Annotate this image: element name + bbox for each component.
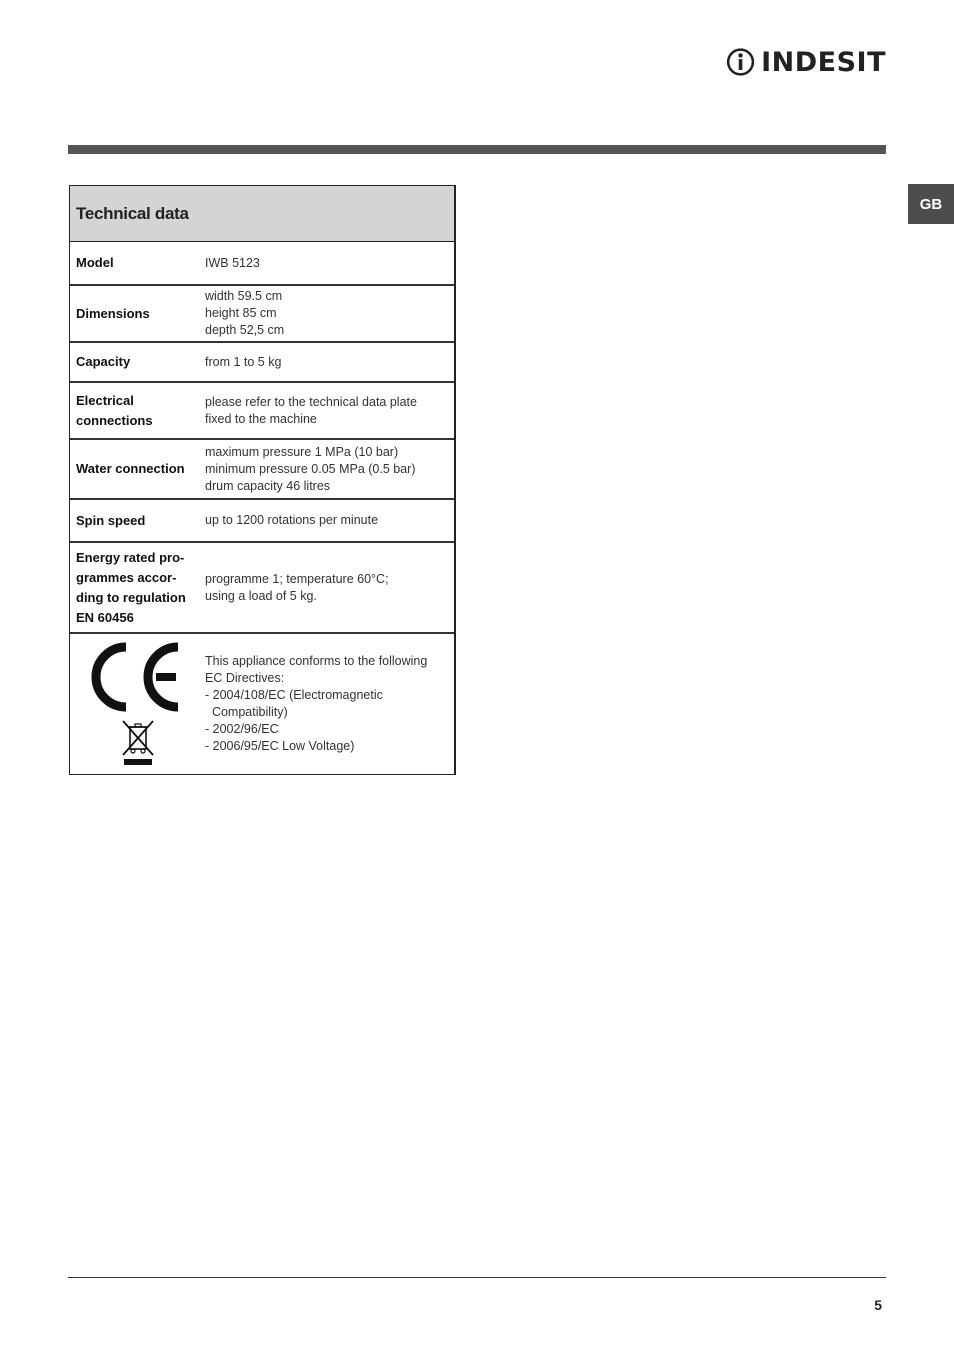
technical-data-table <box>69 185 456 775</box>
indesit-logo-mark-icon <box>726 42 755 82</box>
brand-wordmark: INDESIT <box>761 46 886 78</box>
row-label: Water connection <box>76 461 185 476</box>
table-row-dimensions <box>70 286 454 343</box>
table-row-capacity <box>70 343 454 383</box>
language-tab: GB <box>908 184 954 224</box>
label-line: ding to regulation <box>76 589 186 605</box>
row-value <box>205 634 454 774</box>
header-rule <box>68 145 886 154</box>
value-line: programme 1; temperature 60°C; <box>205 571 389 586</box>
label-line: Energy rated pro- <box>76 549 185 565</box>
value-line: up to 1200 rotations per minute <box>205 513 379 527</box>
weee-crossed-bin-icon <box>121 719 155 767</box>
table-title: Technical data <box>76 203 189 223</box>
row-value <box>205 343 454 381</box>
value-line: EC Directives: <box>205 671 285 685</box>
ce-mark-icon <box>90 641 186 713</box>
table-row-model <box>70 242 454 286</box>
row-value <box>205 242 454 284</box>
footer-rule <box>68 1277 886 1278</box>
table-row-ce <box>70 634 454 774</box>
table-row-electrical <box>70 383 454 440</box>
label-line: connections <box>76 412 153 428</box>
label-line: grammes accor- <box>76 569 177 585</box>
value-line: drum capacity 46 litres <box>205 478 331 493</box>
value-line: fixed to the machine <box>205 411 317 426</box>
value-line: depth 52,5 cm <box>205 323 285 337</box>
row-label <box>70 383 205 438</box>
table-row-water <box>70 440 454 500</box>
row-value <box>205 286 454 341</box>
table-row-spin <box>70 500 454 543</box>
page-number: 5 <box>874 1297 882 1313</box>
label-line: Electrical <box>76 392 134 408</box>
value-line: IWB 5123 <box>205 255 260 270</box>
row-value <box>205 543 454 632</box>
row-label: Spin speed <box>76 512 146 528</box>
value-line: - 2002/96/EC <box>205 722 279 736</box>
table-header <box>70 186 454 242</box>
row-value <box>205 440 454 498</box>
value-line: - 2004/108/EC (Electromagnetic <box>205 688 383 702</box>
row-value <box>205 383 454 438</box>
table-row-energy <box>70 543 454 634</box>
value-line: height 85 cm <box>205 306 277 320</box>
value-line: maximum pressure 1 MPa (10 bar) <box>205 444 399 459</box>
row-value <box>205 500 454 541</box>
value-line: from 1 to 5 kg <box>205 354 282 369</box>
value-line: please refer to the technical data plate <box>205 394 417 409</box>
row-label: Model <box>76 255 114 270</box>
row-label <box>70 543 205 632</box>
value-line: using a load of 5 kg. <box>205 588 317 603</box>
conformity-marks <box>70 634 205 774</box>
value-line: Compatibility) <box>205 705 288 719</box>
value-line: width 59.5 cm <box>205 289 283 303</box>
row-label: Dimensions <box>76 305 150 321</box>
value-line: - 2006/95/EC Low Voltage) <box>205 739 355 753</box>
indesit-logo <box>726 40 886 84</box>
row-label: Capacity <box>76 354 131 369</box>
value-line: minimum pressure 0.05 MPa (0.5 bar) <box>205 461 416 476</box>
value-line: This appliance conforms to the following <box>205 654 428 668</box>
label-line: EN 60456 <box>76 609 134 625</box>
